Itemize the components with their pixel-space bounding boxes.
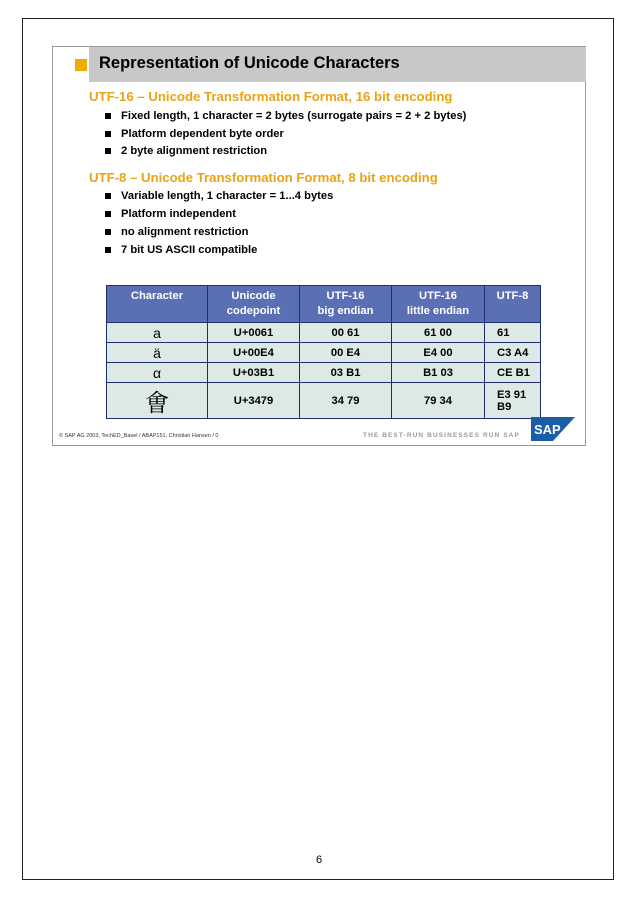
utf16-bullet-3: 2 byte alignment restriction [105,145,267,157]
cell-utf16-be: 00 E4 [300,343,392,363]
cell-utf8: E3 91 B9 [485,383,541,419]
utf8-bullet-4: 7 bit US ASCII compatible [105,244,257,256]
header-utf8: UTF-8 [485,286,541,323]
cell-utf8: CE B1 [485,363,541,383]
title-bar [89,47,586,82]
table-header-row [107,286,541,323]
bullet-square-icon [105,131,111,137]
cell-character: a [107,323,208,343]
bullet-square-icon [105,229,111,235]
utf16-bullet-2: Platform dependent byte order [105,128,284,140]
cell-utf16-be: 34 79 [300,383,392,419]
page-number: 6 [315,854,323,866]
table-row [107,363,541,383]
utf8-bullet-1: Variable length, 1 character = 1...4 bytes [105,190,333,202]
cell-codepoint: U+00E4 [208,343,300,363]
header-character: Character [107,286,208,323]
cell-utf16-le: B1 03 [392,363,485,383]
bullet-square-icon [105,148,111,154]
encoding-table [106,285,541,419]
cell-character: ä [107,343,208,363]
slide-title: Representation of Unicode Characters [99,54,400,72]
cell-codepoint: U+0061 [208,323,300,343]
utf8-bullet-3: no alignment restriction [105,226,248,238]
table-row [107,323,541,343]
footer-copyright: © SAP AG 2003, TechED_Basel / ABAP151, Christian Hansen / 0 [59,433,219,439]
cell-utf8: C3 A4 [485,343,541,363]
bullet-square-icon [105,193,111,199]
bullet-square-icon [105,113,111,119]
footer-slogan: THE BEST-RUN BUSINESSES RUN SAP [363,432,520,439]
table-row [107,383,541,419]
cell-utf8: 61 [485,323,541,343]
utf16-heading: UTF-16 – Unicode Transformation Format, 16 bit encoding [89,89,453,104]
cell-utf16-be: 00 61 [300,323,392,343]
bullet-square-icon [105,211,111,217]
header-utf16-be: UTF-16 big endian [300,286,392,323]
cell-codepoint: U+03B1 [208,363,300,383]
cell-utf16-be: 03 B1 [300,363,392,383]
header-utf16-le: UTF-16 little endian [392,286,485,323]
utf8-heading: UTF-8 – Unicode Transformation Format, 8 bit encoding [89,170,438,185]
utf16-bullet-1: Fixed length, 1 character = 2 bytes (surrogate pairs = 2 + 2 bytes) [105,110,466,122]
header-codepoint: Unicode codepoint [208,286,300,323]
utf8-bullet-2: Platform independent [105,208,236,220]
sap-logo [531,417,575,441]
table-row [107,343,541,363]
cell-utf16-le: 79 34 [392,383,485,419]
svg-text:SAP: SAP [534,422,561,437]
cell-character: α [107,363,208,383]
bullet-square-icon [105,247,111,253]
cell-utf16-le: 61 00 [392,323,485,343]
title-accent-square [75,59,87,71]
slide [52,46,586,446]
cell-character: 㑹 [107,383,208,419]
cell-utf16-le: E4 00 [392,343,485,363]
cell-codepoint: U+3479 [208,383,300,419]
